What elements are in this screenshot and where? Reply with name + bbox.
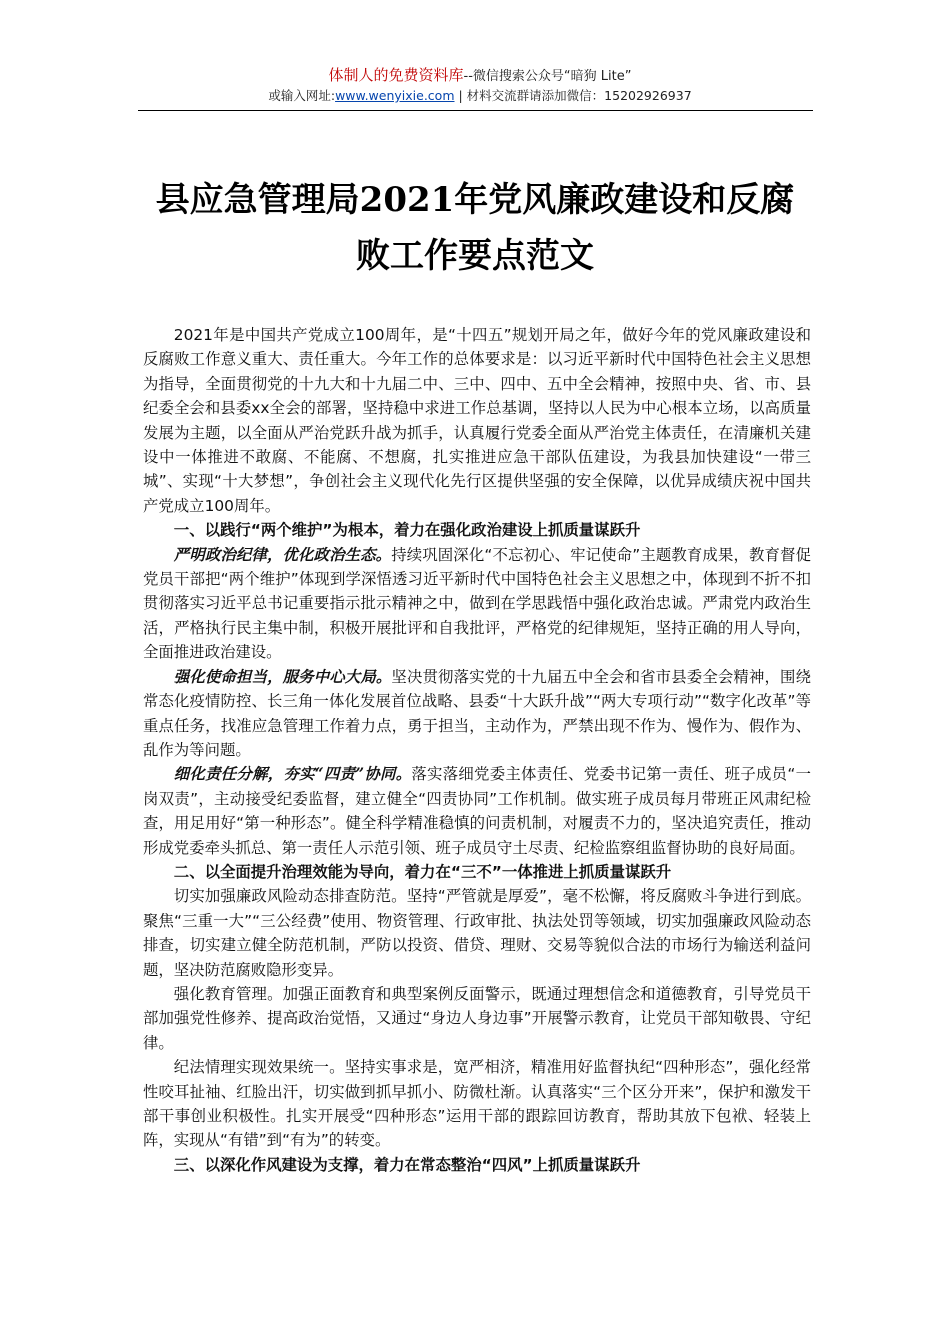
paragraph-lead: 严明政治纪律，优化政治生态。 — [173, 545, 392, 564]
document-title — [120, 172, 830, 284]
header-url-prefix: 或输入网址: — [268, 88, 336, 103]
intro-paragraph: 2021年是中国共产党成立100周年，是“十四五”规划开局之年，做好今年的党风廉政建设和反腐败工作意义重大、责任重大。今年工作的总体要求是：以习近平新时代中国特色社会主义思想为指导，全面贯彻党的十九大和十九届二中、三中、四中、五中全会精神，按照中央、省、市、县纪委全会和县委xx全会的部署，坚持稳中求进工作总基调，坚持以人民为中心根本立场，以高质量发展为主题，以全面从严治党跃升战为抓手，认真履行党委全面从严治党主体责任，在清廉机关建设中一体推进不敢腐、不能腐、不想腐，扎实推进应急干部队伍建设，为我县加快建设“一带三城”、实现“十大梦想”，争创社会主义现代化先行区提供坚强的安全保障，以优异成绩庆祝中国共产党成立100周年。 — [143, 326, 811, 515]
paragraph-text: 坚决贯彻落实党的十九届五中全会和省市县委全会精神，围绕常态化疫情防控、长三角一体化发展首位战略、县委“十大跃升战”“两大专项行动”“数字化改革”等重点任务，找准应急管理工作着力点，勇于担当，主动作为，严禁出现不作为、慢作为、假作为、乱作为等问题。 — [143, 667, 811, 759]
paragraph-lead: 细化责任分解，夯实“四责”协同。 — [173, 765, 412, 784]
header-contact: | 材料交流群请添加微信：15202926937 — [458, 88, 692, 103]
section-heading-1: 一、以践行“两个维护”为根本，着力在强化政治建设上抓质量谋跃升 — [173, 521, 641, 540]
paragraph-text: 持续巩固深化“不忘初心、牢记使命”主题教育成果，教育督促党员干部把“两个维护”体现到学深悟透习近平新时代中国特色社会主义思想之中，体现到不折不扣贯彻落实习近平总书记重要指示批示精神之中，做到在学思践悟中强化政治忠诚。严肃党内政治生活，严格执行民主集中制，积极开展批评和自我批评，严格党的纪律规矩，坚持正确的用人导向，全面推进政治建设。 — [143, 545, 811, 662]
title-line-1: 县应急管理局2021年党风廉政建设和反腐 — [155, 180, 795, 220]
paragraph-1-2 — [143, 665, 811, 763]
paragraph-2-3: 纪法情理实现效果统一。坚持实事求是，宽严相济，精准用好监督执纪“四种形态”，强化经常性咬耳扯袖、红脸出汗，切实做到抓早抓小、防微杜渐。认真落实“三个区分开来”，保护和激发干部干事创业积极性。扎实开展受“四种形态”运用干部的跟踪回访教育，帮助其放下包袱、轻装上阵，实现从“有错”到“有为”的转变。 — [143, 1058, 811, 1150]
section-heading-3: 三、以深化作风建设为支撑，着力在常态整治“四风”上抓质量谋跃升 — [173, 1155, 641, 1174]
document-body — [143, 323, 811, 1177]
page-header — [150, 66, 810, 105]
header-divider — [138, 110, 813, 111]
title-line-2: 败工作要点范文 — [356, 236, 594, 276]
header-brand: 体制人的免费资料库 — [328, 66, 464, 84]
paragraph-2-2: 强化教育管理。加强正面教育和典型案例反面警示，既通过理想信念和道德教育，引导党员干部加强党性修养、提高政治觉悟，又通过“身边人身边事”开展警示教育，让党员干部知敬畏、守纪律。 — [143, 984, 811, 1052]
paragraph-text: 落实落细党委主体责任、党委书记第一责任、班子成员“一岗双责”，主动接受纪委监督，建立健全“四责协同”工作机制。做实班子成员每月带班正风肃纪检查，用足用好“第一种形态”。健全科学精准稳慎的问责机制，对履责不力的，坚决追究责任，推动形成党委牵头抓总、第一责任人示范引领、班子成员守土尽责、纪检监察组监督协助的良好局面。 — [143, 765, 811, 857]
paragraph-2-1: 切实加强廉政风险动态排查防范。坚持“严管就是厚爱”，毫不松懈，将反腐败斗争进行到底。聚焦“三重一大”“三公经费”使用、物资管理、行政审批、执法处罚等领域，切实加强廉政风险动态排查，切实建立健全防范机制，严防以投资、借贷、理财、交易等貌似合法的市场行为输送利益问题，坚决防范腐败隐形变异。 — [143, 887, 811, 979]
paragraph-1-1 — [143, 543, 811, 665]
paragraph-1-3 — [143, 762, 811, 860]
header-brand-suffix: --微信搜索公众号“暗狗 Lite” — [463, 69, 632, 84]
paragraph-lead: 强化使命担当，服务中心大局。 — [173, 667, 392, 686]
header-line-2 — [150, 86, 810, 105]
header-url-link[interactable]: www.wenyixie.com — [335, 88, 455, 103]
section-heading-2: 二、以全面提升治理效能为导向，着力在“三不”一体推进上抓质量谋跃升 — [173, 862, 672, 881]
header-line-1 — [150, 66, 810, 86]
